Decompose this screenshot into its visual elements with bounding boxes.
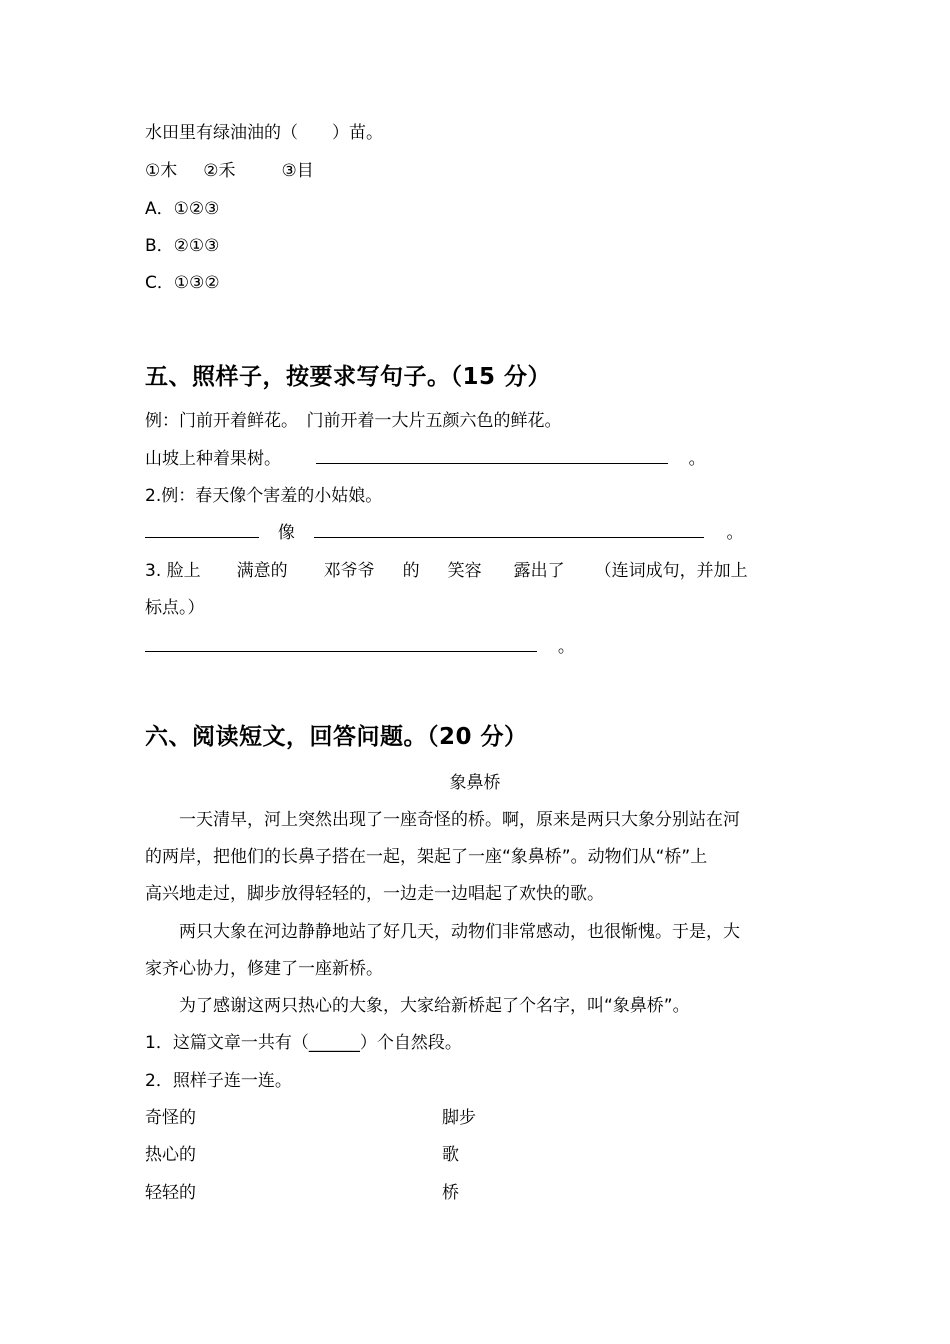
match-right-1[interactable]: 脚步 (442, 1108, 476, 1128)
instruction-b: 标点。） (145, 598, 205, 618)
para3: 为了感谢这两只热心的大象，大家给新桥起了个名字，叫“象鼻桥”。 (179, 996, 690, 1016)
para2-line2: 家齐心协力，修建了一座新桥。 (145, 959, 383, 979)
answer-blank-3[interactable] (145, 635, 537, 652)
period-3: 。 (557, 637, 575, 657)
match-right-2[interactable]: 歌 (442, 1145, 459, 1165)
option-b: B．②①③ (145, 236, 220, 256)
option-a: A．①②③ (145, 199, 220, 219)
choice-2: ②禾 (203, 161, 236, 181)
answer-blank-1[interactable] (316, 447, 668, 464)
match-left-3[interactable]: 轻轻的 (145, 1183, 196, 1203)
word-2: 满意的 (236, 561, 288, 581)
para1-line3: 高兴地走过，脚步放得轻轻的，一边走一边唱起了欢快的歌。 (145, 884, 604, 904)
question-3-answer-line (145, 635, 575, 659)
para2-line1: 两只大象在河边静静地站了好几天，动物们非常感动，也很惭愧。于是，大 (179, 922, 740, 942)
question-1-prompt: 山坡上种着果树。 (145, 449, 281, 469)
section-5-heading: 五、照样子，按要求写句子。（15 分） (145, 364, 552, 390)
example-1: 例：门前开着鲜花。 门前开着一大片五颜六色的鲜花。 (145, 411, 562, 431)
word-5: 笑容 (447, 561, 482, 581)
period-2: 。 (726, 523, 744, 543)
question-2-prompt: 2.例：春天像个害羞的小姑娘。 (145, 486, 383, 506)
word-4: 的 (402, 561, 420, 581)
match-left-1[interactable]: 奇怪的 (145, 1108, 196, 1128)
match-row-2 (145, 1143, 459, 1167)
choice-3: ③目 (281, 161, 314, 181)
question-text: 水田里有绿油油的（ ）苗。 (145, 123, 383, 143)
match-row-3 (145, 1181, 459, 1205)
question-2-middle: 像 (277, 523, 295, 543)
word-1: 3. 脸上 (145, 561, 201, 581)
option-c: C．①③② (145, 273, 220, 293)
word-6: 露出了 (513, 561, 565, 581)
match-row-1 (145, 1106, 476, 1130)
match-right-3[interactable]: 桥 (442, 1183, 459, 1203)
para1-line1: 一天清早，河上突然出现了一座奇怪的桥。啊，原来是两只大象分别站在河 (179, 810, 740, 830)
choices-line (145, 159, 314, 183)
period-1: 。 (688, 449, 706, 469)
word-3: 邓爷爷 (323, 561, 375, 581)
question-1-line (145, 447, 706, 471)
reading-question-2: 2．照样子连一连。 (145, 1071, 292, 1091)
question-3-line (145, 559, 748, 583)
answer-blank-2b[interactable] (314, 521, 704, 538)
para1-line2: 的两岸，把他们的长鼻子搭在一起，架起了一座“象鼻桥”。动物们从“桥”上 (145, 847, 708, 867)
match-left-2[interactable]: 热心的 (145, 1145, 196, 1165)
reading-question-1: 1．这篇文章一共有（______）个自然段。 (145, 1033, 462, 1053)
instruction-a: （连词成句，并加上 (594, 561, 748, 581)
choice-1: ①木 (145, 161, 178, 181)
passage-title: 象鼻桥 (449, 773, 501, 793)
question-2-line (145, 521, 743, 545)
answer-blank-2a[interactable] (145, 521, 259, 538)
section-6-heading: 六、阅读短文，回答问题。（20 分） (145, 724, 528, 750)
